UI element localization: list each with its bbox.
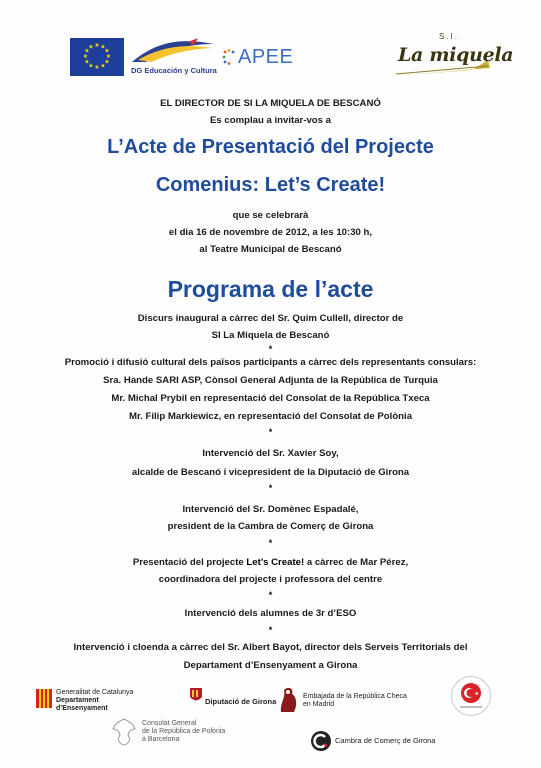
program-item-5-pre: Presentació del projecte bbox=[132, 557, 247, 568]
cambra-c-icon bbox=[311, 731, 331, 751]
swoosh-icon bbox=[128, 36, 218, 66]
dg-education-label: DG Educación y Cultura bbox=[131, 66, 217, 75]
cambra-logo-text: Cambra de Comerç de Girona bbox=[335, 736, 436, 745]
separator-star: * bbox=[268, 483, 273, 493]
program-item-3-line2: alcalde de Bescanó i vicepresident de la Diputació de Girona bbox=[131, 467, 410, 478]
miquela-prefix: S.I. bbox=[439, 32, 460, 41]
program-item-5-post: a càrrec de Mar Pérez, bbox=[304, 557, 409, 568]
svg-text:★: ★ bbox=[94, 42, 100, 49]
eu-stars-icon bbox=[70, 38, 124, 76]
eu-flag-logo bbox=[70, 38, 124, 76]
program-item-1-line1: Discurs inaugural a càrrec del Sr. Quim Cullell, director de bbox=[137, 313, 404, 324]
czech-embassy-line1: Embajada de la República Checa bbox=[303, 693, 407, 700]
cambra-logo-icon bbox=[311, 731, 331, 751]
program-item-5-line1 bbox=[0, 557, 541, 568]
program-item-4-line1: Intervenció del Sr. Domènec Espadalé, bbox=[182, 504, 359, 515]
crescent-star-icon bbox=[452, 677, 490, 715]
program-item-6-line1: Intervenció dels alumnes de 3r d’ESO bbox=[184, 608, 357, 619]
separator-star: * bbox=[268, 427, 273, 437]
event-detail-1: que se celebrarà bbox=[232, 210, 309, 221]
svg-text:★: ★ bbox=[100, 43, 106, 51]
svg-text:★: ★ bbox=[82, 53, 89, 60]
svg-text:★: ★ bbox=[105, 53, 112, 60]
svg-text:★: ★ bbox=[104, 58, 110, 66]
event-title-line2: Comenius: Let’s Create! bbox=[155, 174, 386, 196]
program-heading: Programa de l’acte bbox=[167, 276, 374, 302]
program-item-2-line1: Promoció i difusió cultural dels països participants a càrrec dels representants consulars: bbox=[64, 357, 477, 368]
svg-text:★: ★ bbox=[88, 62, 94, 70]
czech-lion-icon bbox=[278, 684, 300, 714]
gencat-logo-line2: Departament bbox=[56, 697, 99, 704]
program-item-7-line2: Departament d’Ensenyament a Girona bbox=[183, 660, 358, 671]
miquela-logo-text: La miquela bbox=[398, 44, 514, 66]
polish-consulate-line2: de la República de Polònia bbox=[142, 728, 226, 735]
svg-text:★: ★ bbox=[94, 64, 100, 71]
program-item-1-line2: SI La Miquela de Bescanó bbox=[211, 330, 330, 341]
gencat-logo-line3: d’Ensenyament bbox=[56, 705, 108, 712]
turkish-consulate-seal bbox=[451, 676, 491, 716]
invitation-intro-line: Es complau a invitar-vos a bbox=[209, 115, 332, 126]
gencat-icon bbox=[36, 689, 52, 708]
svg-text:★: ★ bbox=[104, 47, 110, 55]
event-title-line1: L’Acte de Presentació del Projecte bbox=[107, 136, 434, 158]
program-item-7-line1: Intervenció i cloenda a càrrec del Sr. Albert Bayot, director dels Serveis Territorials del bbox=[73, 642, 468, 653]
separator-star: * bbox=[268, 590, 273, 600]
apee-logo-text: APEE bbox=[238, 46, 294, 68]
apee-dots-icon bbox=[222, 49, 236, 65]
program-item-4-line2: president de la Cambra de Comerç de Girona bbox=[167, 521, 374, 532]
separator-star: * bbox=[268, 625, 273, 635]
svg-text:★: ★ bbox=[84, 58, 90, 66]
event-venue: al Teatre Municipal de Bescanó bbox=[199, 244, 342, 255]
diputacio-shield-icon bbox=[190, 688, 202, 704]
svg-text:★: ★ bbox=[474, 691, 479, 697]
program-item-3-line1: Intervenció del Sr. Xavier Soy, bbox=[202, 448, 339, 459]
gencat-logo-line1: Generalitat de Catalunya bbox=[56, 689, 134, 696]
program-item-5-line2: coordinadora del projecte i professora del centre bbox=[158, 574, 383, 585]
separator-star: * bbox=[268, 344, 273, 354]
svg-text:★: ★ bbox=[100, 62, 106, 70]
program-item-2-line2: Sra. Hande SARI ASP, Cònsol General Adjunta de la República de Turquia bbox=[103, 375, 438, 386]
czech-embassy-line2: en Madrid bbox=[303, 701, 335, 708]
polish-consulate-line3: a Barcelona bbox=[142, 736, 180, 743]
program-item-2-line4: Mr. Filip Markiewicz, en representació del Consolat de Polònia bbox=[128, 411, 413, 422]
diputacio-logo-text: Diputació de Girona bbox=[205, 697, 277, 706]
program-item-2-line3: Mr. Michal Prybil en representació del Consolat de la República Txeca bbox=[111, 393, 430, 404]
separator-star: * bbox=[268, 538, 273, 548]
project-name: Let’s Create! bbox=[246, 557, 305, 568]
polish-eagle-icon bbox=[111, 717, 137, 747]
svg-text:★: ★ bbox=[84, 47, 90, 55]
event-date: el dia 16 de novembre de 2012, a les 10:30 h, bbox=[168, 227, 373, 238]
polish-consulate-line1: Consolat General bbox=[142, 720, 197, 727]
invitation-director-line: EL DIRECTOR DE SI LA MIQUELA DE BESCANÓ bbox=[160, 98, 381, 109]
svg-text:★: ★ bbox=[88, 43, 94, 51]
